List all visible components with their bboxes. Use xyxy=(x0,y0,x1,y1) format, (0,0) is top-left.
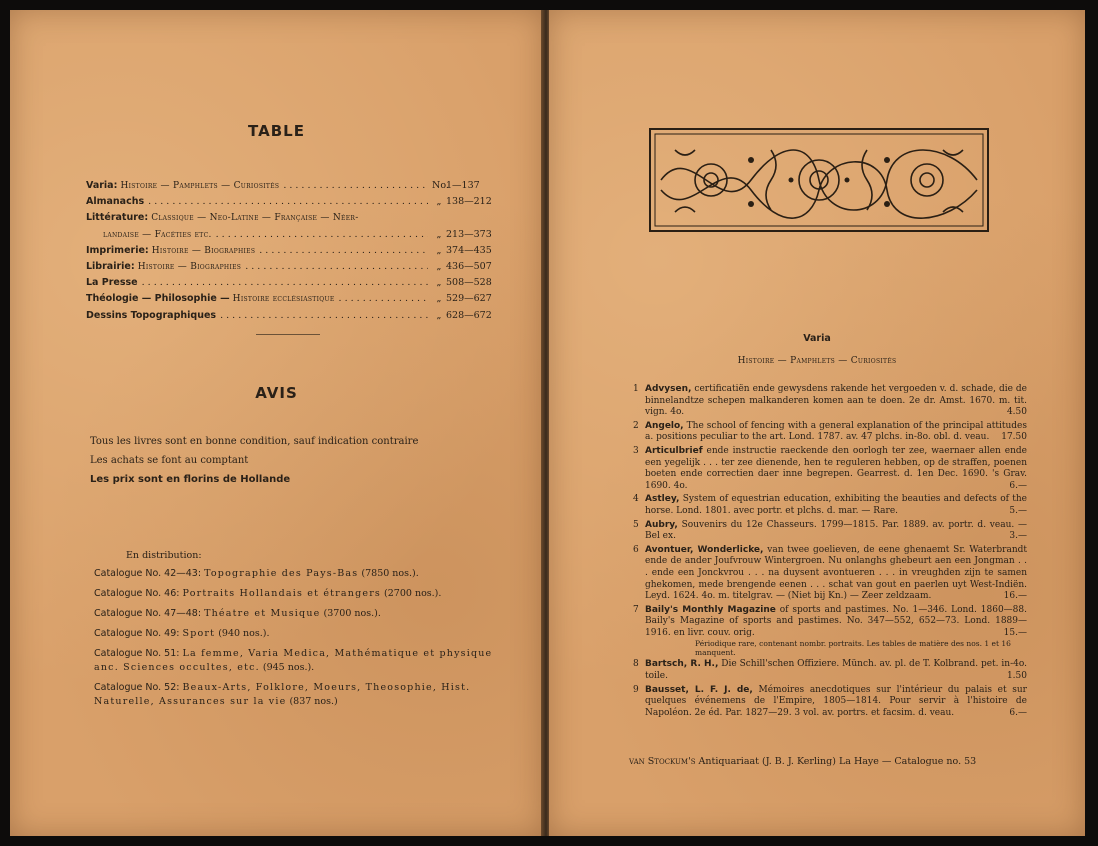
toc-mark: „ xyxy=(436,228,442,240)
catalogue-item xyxy=(94,587,514,601)
right-page xyxy=(549,10,1085,836)
toc-title: Varia: xyxy=(86,180,118,191)
catalogue-number: Catalogue No. 49: xyxy=(94,628,180,639)
entry-number: 1 xyxy=(633,384,639,394)
entry-description: Souvenirs du 12e Chasseurs. 1799—1815. Par. 1889. av. portr. d. veau. — Bel ex. xyxy=(645,519,1027,542)
ornament-icon xyxy=(649,128,989,232)
entry-name: Angelo, xyxy=(645,420,684,431)
table-of-contents xyxy=(86,180,498,326)
entry-number: 3 xyxy=(633,445,639,456)
catalogue-count: (2700 nos.). xyxy=(384,588,442,599)
toc-row xyxy=(86,229,498,245)
entry-price: 6.— xyxy=(1009,480,1027,491)
avis-line: Les achats se font au comptant xyxy=(90,455,249,466)
catalogue-number: Catalogue No. 46: xyxy=(94,588,180,599)
toc-subtitle: Histoire — Biographies xyxy=(151,245,256,256)
entry-number: 7 xyxy=(633,604,639,615)
toc-row xyxy=(86,245,498,261)
toc-range: 138—212 xyxy=(446,196,492,208)
toc-mark: „ xyxy=(436,309,442,321)
avis-line: Tous les livres sont en bonne condition, sauf indication contraire xyxy=(90,436,419,447)
left-page xyxy=(10,10,543,836)
toc-row xyxy=(86,212,498,228)
entry-name: Bausset, L. F. J. de, xyxy=(645,684,753,695)
catalogue-item xyxy=(94,607,514,621)
catalogue-entry xyxy=(633,446,1027,492)
page-footer xyxy=(629,756,976,767)
toc-row xyxy=(86,310,498,326)
toc-range: 1—137 xyxy=(446,180,480,191)
avis-text xyxy=(90,432,418,489)
footer-text: Antiquariaat (J. B. J. Kerling) La Haye — Catalogue no. 53 xyxy=(698,756,977,767)
toc-subtitle: Histoire — Pamphlets — Curiosités xyxy=(120,181,280,191)
toc-title: Dessins Topographiques xyxy=(86,309,217,321)
catalogue-entry xyxy=(633,421,1027,444)
entry-number: 4 xyxy=(633,494,639,505)
catalogue-item xyxy=(94,681,514,709)
entry-price: 4.50 xyxy=(1006,407,1027,418)
toc-row xyxy=(86,293,498,309)
entry-number: 6 xyxy=(633,544,639,555)
table-heading: TABLE xyxy=(248,122,305,140)
entry-number: 8 xyxy=(633,659,639,670)
catalogue-title: Beaux-Arts, Folklore, Moeurs, Theosophie, Hist. Naturelle, Assurances sur la vie xyxy=(94,682,471,707)
toc-row xyxy=(86,180,498,196)
catalogue-entry xyxy=(633,605,1027,658)
entry-description: System of equestrian education, exhibiting the beauties and defects of the horse. Lond. 1801. avec portr. et plchs. d. mar. — Rare. xyxy=(645,494,1027,516)
entry-description: certificatiën ende gewysdens rakende het vergoeden v. d. schade, die de binnelandtze schepen malkanderen komen aan te doen. 2e dr. Amst. 1670. m. tit. vign. 4o. xyxy=(645,384,1027,418)
catalogue-title: Portraits Hollandais et étrangers xyxy=(182,588,382,599)
footer-publisher: van Stockum's xyxy=(629,756,696,767)
toc-mark: „ xyxy=(436,260,442,272)
distribution-label: En distribution: xyxy=(126,550,202,561)
entry-name: Baily's Monthly Magazine xyxy=(645,604,776,615)
entry-description: van twee goelieven, de eene ghenaemt Sr. Waterbrandt ende de ander Joufvrouw Wintergroen. Nu onlanghs ghebeurt aen een Jongman . . . ende een Jonckvrou . . . na duysent avontueren . . . in vreughden zijn te samen ghekomen, mede brengende eenen . . . schat van gout en paerlen uyt West-Indiën. Leyd. 1624. 4o. m. titelgrav. — (Niet bij Kn.) — Zeer zeldzaam. xyxy=(645,544,1027,602)
entry-price: 17.50 xyxy=(1001,432,1027,443)
toc-subtitle: landaise — Facéties etc. xyxy=(103,229,212,240)
toc-range: 436—507 xyxy=(446,260,492,272)
catalogue-title: Théatre et Musique xyxy=(204,608,321,619)
toc-mark: No. xyxy=(432,180,449,191)
entry-price: 3.— xyxy=(1009,531,1027,542)
toc-range: 213—373 xyxy=(446,228,492,240)
toc-mark: „ xyxy=(436,244,442,256)
toc-range: 529—627 xyxy=(446,293,492,305)
entry-price: 16.— xyxy=(1003,591,1027,602)
entry-description: The school of fencing with a general explanation of the principal attitudes a. positions peculiar to the art. Lond. 1787. av. 47 plchs. in-8o. obl. d. veau. xyxy=(645,420,1027,443)
catalogue-count: (837 nos.) xyxy=(289,696,338,707)
toc-row xyxy=(86,196,498,212)
catalogue-entry xyxy=(633,520,1027,543)
catalogue-entry xyxy=(633,545,1027,603)
entry-price: 1.50 xyxy=(1006,671,1027,682)
catalogue-entries xyxy=(633,384,1027,721)
entry-name: Bartsch, R. H., xyxy=(645,659,719,670)
divider xyxy=(256,334,320,335)
entry-number: 2 xyxy=(633,420,639,431)
entry-price: 15.— xyxy=(1003,627,1027,638)
toc-title: Librairie: xyxy=(86,260,135,272)
entry-price: 5.— xyxy=(1009,505,1027,516)
toc-title: Théologie — Philosophie — xyxy=(86,293,230,305)
entry-price: 6.— xyxy=(1009,707,1027,718)
toc-subtitle: Histoire — Biographies xyxy=(137,261,242,272)
avis-line: Les prix sont en florins de Hollande xyxy=(90,474,291,485)
toc-mark: „ xyxy=(436,277,442,289)
entry-name: Avontuer, Wonderlicke, xyxy=(645,544,764,555)
catalogue-count: (7850 nos.). xyxy=(361,568,419,579)
entry-number: 9 xyxy=(633,684,639,695)
catalogue-count: (3700 nos.). xyxy=(323,608,381,619)
entry-name: Articulbrief xyxy=(645,445,703,456)
entry-description: ende instructie raeckende den oorlogh ter zee, waernaer allen ende een yegelijk . . . ter zee dienende, hen te reguleren hebben, op de straffen, poenen boeten ende correctien daer inne begrepen. Gearrest. d. 1en Dec. 1690. 's Grav. 1690. 4o. xyxy=(645,445,1027,491)
toc-title: Littérature: xyxy=(86,212,149,224)
toc-title: Imprimerie: xyxy=(86,244,149,256)
toc-mark: „ xyxy=(436,196,442,208)
toc-subtitle: Histoire ecclésiastique xyxy=(232,294,335,305)
entry-description: Mémoires anecdotiques sur l'intérieur du palais et sur quelques événemens de l'Empire, 1805—1814. Pour servir à l'histoire de Napoléon. 2e éd. Par. 1827—29. 3 vol. av. portrs. et facsim. d. veau. xyxy=(645,684,1027,718)
toc-subtitle: Classique — Neo-Latine — Française — Néer- xyxy=(151,213,359,224)
toc-range: 374—435 xyxy=(446,244,492,256)
entry-name: Astley, xyxy=(645,494,680,505)
catalogue-number: Catalogue No. 47—48: xyxy=(94,608,202,619)
catalogue-entry xyxy=(633,659,1027,682)
catalogue-number: Catalogue No. 42—43: xyxy=(94,568,202,579)
catalogue-item xyxy=(94,627,514,641)
catalogue-number: Catalogue No. 51: xyxy=(94,648,180,659)
toc-row xyxy=(86,261,498,277)
catalogue-count: (945 nos.). xyxy=(262,662,315,673)
entry-number: 5 xyxy=(633,519,639,530)
entry-name: Advysen, xyxy=(645,384,692,394)
avis-heading: AVIS xyxy=(255,384,298,402)
toc-title: La Presse xyxy=(86,277,138,289)
toc-range: 628—672 xyxy=(446,309,492,321)
catalogue-entry xyxy=(633,384,1027,419)
toc-mark: „ xyxy=(436,293,442,305)
toc-row xyxy=(86,277,498,293)
toc-title: Almanachs xyxy=(86,196,145,208)
section-title: Varia xyxy=(803,333,831,344)
entry-description: Die Schill'schen Offiziere. Münch. av. pl. de T. Kolbrand. pet. in-4o. toile. xyxy=(645,659,1027,682)
catalogue-entry xyxy=(633,494,1027,517)
catalogue-title: La femme, Varia Medica, Mathématique et physique anc. Sciences occultes, etc. xyxy=(94,648,493,673)
entry-note: Périodique rare, contenant nombr. portraits. Les tables de matière des nos. 1 et 16 manquent. xyxy=(695,639,1011,658)
catalogue-item xyxy=(94,647,514,675)
catalogue-count: (940 nos.). xyxy=(218,628,270,639)
toc-range: 508—528 xyxy=(446,277,492,289)
section-subtitle: Histoire — Pamphlets — Curiosités xyxy=(737,356,897,366)
distribution-list xyxy=(94,550,514,715)
catalogue-item xyxy=(94,567,514,581)
catalogue-entry xyxy=(633,685,1027,720)
entry-description: of sports and pastimes. No. 1—346. Lond. 1860—88. Baily's Magazine of sports and pastimes. No. 347—552, 652—73. Lond. 1889—1916. en livr. couv. orig. xyxy=(645,604,1027,638)
catalogue-title: Sport xyxy=(182,628,216,639)
entry-name: Aubry, xyxy=(645,519,678,530)
catalogue-number: Catalogue No. 52: xyxy=(94,682,180,693)
catalogue-title: Topographie des Pays-Bas xyxy=(204,568,359,579)
